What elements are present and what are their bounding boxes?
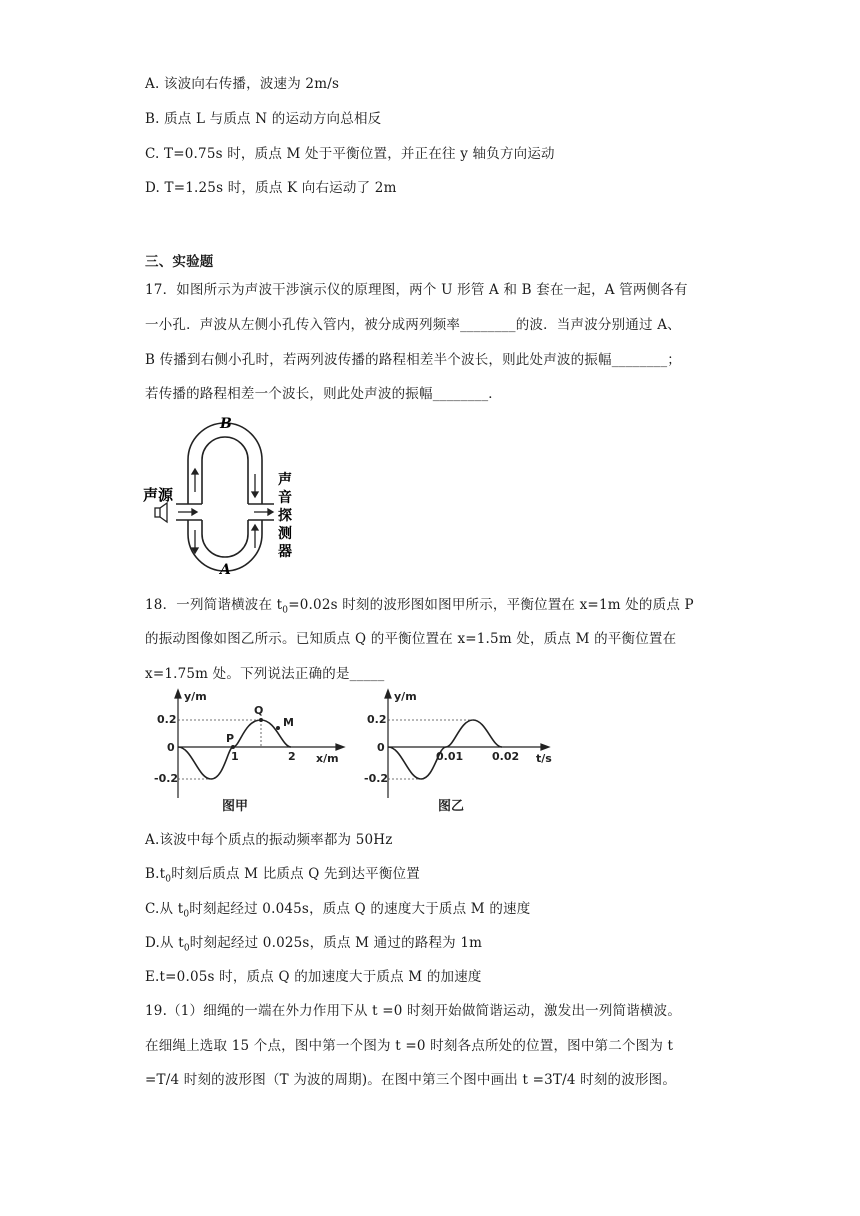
q19-line-1: 19.（1）细绳的一端在外力作用下从 t =0 时刻开始做简谐运动，激发出一列简谐横波。 xyxy=(145,1003,682,1019)
svg-text:0: 0 xyxy=(167,741,175,754)
svg-text:-0.2: -0.2 xyxy=(154,772,179,785)
point-m xyxy=(276,726,280,730)
q18-option-a: A.该波中每个质点的振动频率都为 50Hz xyxy=(145,832,393,848)
svg-text:0.01: 0.01 xyxy=(436,750,464,763)
q19-line-3: =T/4 时刻的波形图（T 为波的周期)。在图中第三个图中画出 t =3T/4 时刻的波形图。 xyxy=(145,1072,677,1088)
svg-text:探: 探 xyxy=(278,508,292,524)
vibration-graph-b xyxy=(350,688,570,818)
svg-text:1: 1 xyxy=(231,750,239,763)
q16-option-b: B. 质点 L 与质点 N 的运动方向总相反 xyxy=(145,111,382,127)
q17-line-3: B 传播到右侧小孔时，若两列波传播的路程相差半个波长，则此处声波的振幅________； xyxy=(145,352,682,368)
section-title: 三、实验题 xyxy=(145,254,214,270)
q18-option-e: E.t=0.05s 时，质点 Q 的加速度大于质点 M 的加速度 xyxy=(145,969,482,985)
svg-text:Q: Q xyxy=(254,704,264,717)
q18-line-3: x=1.75m 处。下列说法正确的是_____ xyxy=(145,666,385,682)
graph-a-caption: 图甲 xyxy=(222,799,249,814)
svg-text:0.2: 0.2 xyxy=(367,713,387,726)
svg-text:0.02: 0.02 xyxy=(492,750,520,763)
svg-text:0.2: 0.2 xyxy=(157,713,177,726)
detector-label xyxy=(277,471,292,560)
sound-source-label: 声源 xyxy=(143,486,174,504)
wave-graph-a xyxy=(140,688,350,818)
svg-text:M: M xyxy=(283,716,294,729)
q18-option-c: C.从 $t_0$时刻起经过 0.045s，质点 Q 的速度大于质点 M 的速度 xyxy=(145,901,531,920)
q19-line-2: 在细绳上选取 15 个点，图中第一个图为 t =0 时刻各点所处的位置，图中第二个图为 t xyxy=(145,1038,674,1054)
svg-text:y/m: y/m xyxy=(184,690,207,703)
point-q xyxy=(259,718,263,722)
svg-text:音: 音 xyxy=(278,490,292,506)
svg-text:t/s: t/s xyxy=(536,752,552,765)
svg-text:0: 0 xyxy=(377,741,385,754)
q18-option-b: $B.t_0$时刻后质点 M 比质点 Q 先到达平衡位置 xyxy=(145,866,420,885)
q18-line-1: 18．一列简谐横波在 $t_0=0.02s$ 时刻的波形图如图甲所示，平衡位置在 x=1m 处的质点 P xyxy=(145,597,694,616)
q16-option-d: D. T=1.25s 时，质点 K 向右运动了 2m xyxy=(145,180,397,196)
interference-apparatus-figure xyxy=(140,412,310,577)
svg-text:器: 器 xyxy=(278,544,292,560)
svg-text:声: 声 xyxy=(278,472,292,488)
svg-text:-0.2: -0.2 xyxy=(364,772,389,785)
q17-line-1: 17．如图所示为声波干涉演示仪的原理图，两个 U 形管 A 和 B 套在一起，A 管两侧各有 xyxy=(145,282,688,298)
q17-line-2: 一小孔．声波从左侧小孔传入管内，被分成两列频率________的波．当声波分别通过 A、 xyxy=(145,317,681,333)
point-p xyxy=(231,745,235,749)
tube-b-label: B xyxy=(220,416,232,432)
svg-text:测: 测 xyxy=(278,526,292,542)
q18-line-2: 的振动图像如图乙所示。已知质点 Q 的平衡位置在 x=1.5m 处，质点 M 的平衡位置在 xyxy=(145,631,677,647)
svg-text:x/m: x/m xyxy=(316,752,339,765)
svg-text:y/m: y/m xyxy=(394,690,417,703)
svg-text:2: 2 xyxy=(288,750,296,763)
speaker-icon xyxy=(155,503,167,522)
q16-option-c: C. T=0.75s 时，质点 M 处于平衡位置，并正在往 y 轴负方向运动 xyxy=(145,146,555,162)
graph-b-caption: 图乙 xyxy=(438,799,465,814)
svg-text:P: P xyxy=(226,732,235,745)
q16-option-a: A. 该波向右传播，波速为 2m/s xyxy=(145,76,340,92)
q17-line-4: 若传播的路程相差一个波长，则此处声波的振幅________． xyxy=(145,386,502,402)
tube-a-label: A xyxy=(220,562,231,577)
q18-option-d: D.从 $t_0$时刻起经过 0.025s，质点 M 通过的路程为 1m xyxy=(145,935,483,954)
